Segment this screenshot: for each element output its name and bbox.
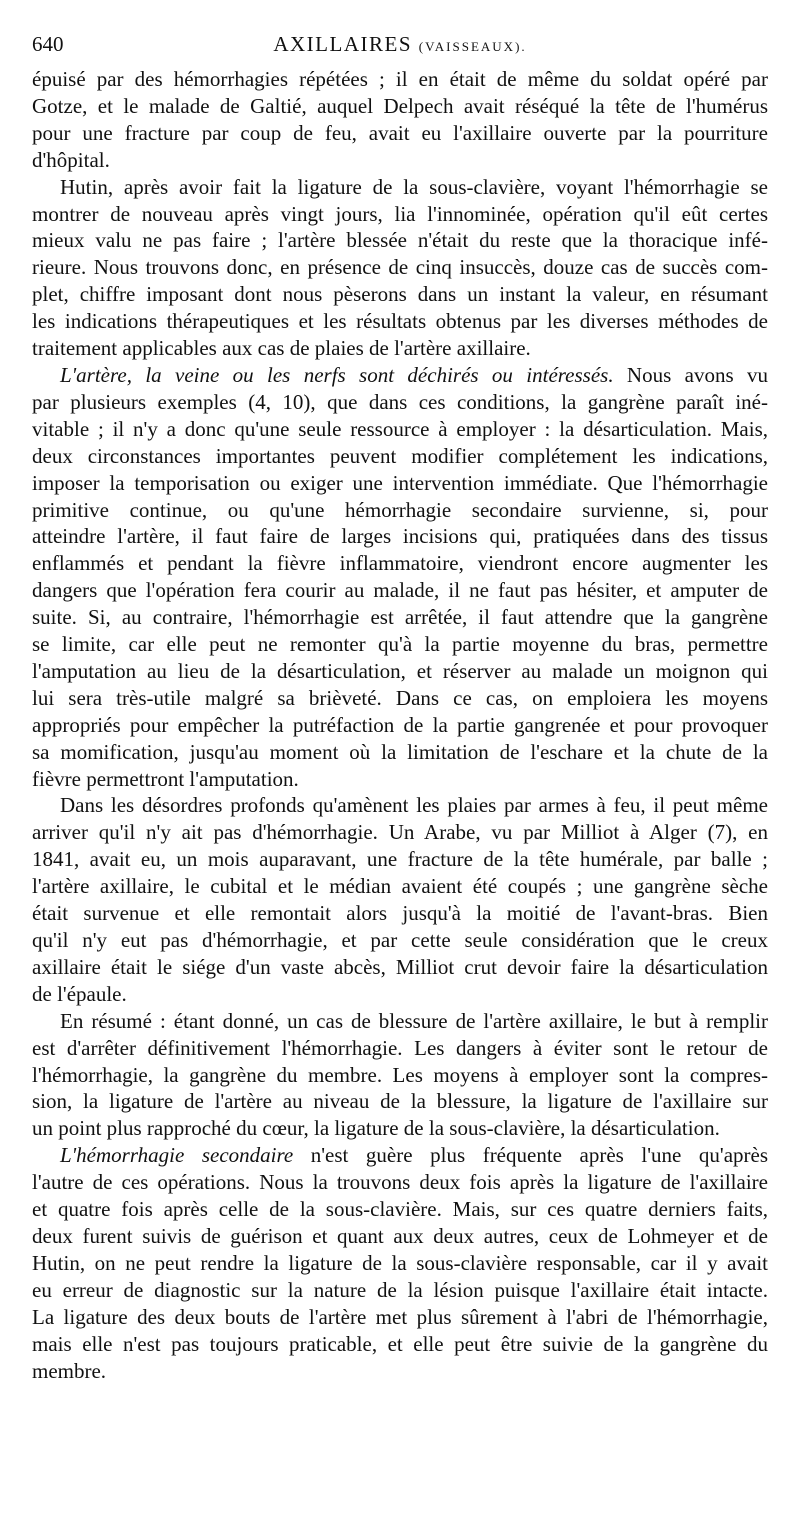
paragraph <box>32 1008 768 1143</box>
text-line: membre. <box>32 1358 107 1383</box>
page-number: 640 <box>32 32 64 56</box>
paragraph <box>32 66 768 174</box>
text-line: et quatre fois après celle de la sous-clavière. Mais, sur ces quatre derniers faits, <box>32 1197 768 1222</box>
text-line: les indications thérapeutiques et les résultats obtenus par les diverses méthodes de <box>32 309 768 334</box>
text-line: imposer la temporisation ou exiger une intervention immédiate. Que l'hémorrhagie <box>32 470 768 495</box>
running-title-main: AXILLAIRES <box>273 32 412 56</box>
text-line: épuisé par des hémorrhagies répétées ; il en était de même du soldat opéré par <box>32 67 768 91</box>
text-line: un point plus rapproché du cœur, la ligature de la sous-clavière, la désarticulation. <box>32 1116 720 1141</box>
italic-lead: L'artère, la veine ou les nerfs sont déchirés ou intéressés. <box>60 362 614 387</box>
page-header <box>32 30 768 58</box>
text-line: montrer de nouveau après vingt jours, lia l'innominée, opération qu'il eût certes <box>32 201 768 226</box>
text-line: fièvre permettront l'amputation. <box>32 766 299 791</box>
text-line: 1841, avait eu, un mois auparavant, une fracture de la tête humérale, par balle ; <box>32 847 768 872</box>
text-line: En résumé : étant donné, un cas de blessure de l'artère axillaire, le but à remplir <box>60 1008 768 1033</box>
running-title-sub: (VAISSEAUX). <box>418 39 527 54</box>
text-line: deux circonstances importantes peuvent modifier complétement les indications, <box>32 443 768 468</box>
body-text <box>32 66 768 1384</box>
text-line: plet, chiffre imposant dont nous pèserons dans un instant la valeur, en résumant <box>32 282 768 307</box>
text-line: était survenue et elle remontait alors jusqu'à la moitié de l'avant-bras. Bien <box>32 901 768 926</box>
text-line: Hutin, après avoir fait la ligature de la sous-clavière, voyant l'hémorrhagie se <box>60 174 768 199</box>
text-line <box>32 1142 768 1169</box>
paragraph <box>32 174 768 362</box>
text-line: Dans les désordres profonds qu'amènent les plaies par armes à feu, il peut même <box>60 793 768 818</box>
text-line: Hutin, on ne peut rendre la ligature de la sous-clavière responsable, car il y avait <box>32 1250 768 1275</box>
text-line: l'autre de ces opérations. Nous la trouvons deux fois après la ligature de l'axillaire <box>32 1170 768 1195</box>
text-line: suite. Si, au contraire, l'hémorrhagie est arrêtée, il faut attendre que la gangrène <box>32 605 768 630</box>
text-line: se limite, car elle peut ne remonter qu'à la partie moyenne du bras, permettre <box>32 632 768 657</box>
text-line: rieure. Nous trouvons donc, en présence de cinq insuccès, douze cas de succès com- <box>32 255 768 280</box>
lead-rest: Nous avons vu <box>613 362 768 387</box>
lead-rest: n'est guère plus fréquente après l'une qu'après <box>293 1143 768 1168</box>
text-line: l'amputation au lieu de la désarticulation, et réserver au malade un moignon qui <box>32 658 768 683</box>
text-line: sion, la ligature de l'artère au niveau de la blessure, la ligature de l'axillaire sur <box>32 1089 768 1114</box>
paragraph <box>32 792 768 1007</box>
italic-lead: L'hémorrhagie secondaire <box>60 1143 294 1168</box>
text-line: pour une fracture par coup de feu, avait eu l'axillaire ouverte par la pourriture <box>32 120 768 145</box>
text-line: enflammés et pendant la fièvre inflammatoire, viendront encore augmenter les <box>32 551 768 576</box>
text-line: axillaire était le siége d'un vaste abcès, Milliot crut devoir faire la désarticulation <box>32 954 768 979</box>
text-line: primitive continue, ou qu'une hémorrhagie secondaire survienne, si, pour <box>32 497 768 522</box>
text-line: mais elle n'est pas toujours praticable, et elle peut être suivie de la gangrène du <box>32 1331 768 1356</box>
text-line: l'hémorrhagie, la gangrène du membre. Les moyens à employer sont la compres- <box>32 1062 768 1087</box>
text-line: eu erreur de diagnostic sur la nature de la lésion puisque l'axillaire était intacte. <box>32 1277 768 1302</box>
text-line: d'hôpital. <box>32 147 110 172</box>
text-line: mieux valu ne pas faire ; l'artère blessée n'était du reste que la thoracique infé- <box>32 228 768 253</box>
text-line: dangers que l'opération fera courir au malade, il ne faut pas hésiter, et amputer de <box>32 578 768 603</box>
text-line: par plusieurs exemples (4, 10), que dans ces conditions, la gangrène paraît iné- <box>32 389 768 414</box>
text-line: qu'il n'y eut pas d'hémorrhagie, et par cette seule considération que le creux <box>32 928 768 952</box>
paragraph <box>32 1142 768 1384</box>
text-line: traitement applicables aux cas de plaies de l'artère axillaire. <box>32 336 531 361</box>
text-line <box>32 362 768 389</box>
text-line: sa momification, jusqu'au moment où la limitation de l'eschare et la chute de la <box>32 739 768 764</box>
text-line: atteindre l'artère, il faut faire de larges incisions qui, pratiquées dans des tissus <box>32 524 768 549</box>
text-line: vitable ; il n'y a donc qu'une seule ressource à employer : la désarticulation. Mais, <box>32 416 768 441</box>
text-line: La ligature des deux bouts de l'artère met plus sûrement à l'abri de l'hémorrhagie, <box>32 1304 768 1329</box>
text-line: Gotze, et le malade de Galtié, auquel Delpech avait réséqué la tête de l'humérus <box>32 93 768 118</box>
paragraph <box>32 362 768 793</box>
text-line: est d'arrêter définitivement l'hémorrhagie. Les dangers à éviter sont le retour de <box>32 1035 768 1060</box>
text-line: lui sera très-utile malgré sa brièveté. Dans ce cas, on emploiera les moyens <box>32 685 768 710</box>
text-line: de l'épaule. <box>32 981 127 1006</box>
text-line: appropriés pour empêcher la putréfaction de la partie gangrenée et pour provoquer <box>32 712 768 737</box>
running-title <box>32 30 768 61</box>
text-line: l'artère axillaire, le cubital et le médian avaient été coupés ; une gangrène sèche <box>32 874 768 899</box>
text-line: deux furent suivis de guérison et quant aux deux autres, ceux de Lohmeyer et de <box>32 1223 768 1248</box>
text-line: arriver qu'il n'y ait pas d'hémorrhagie. Un Arabe, vu par Milliot à Alger (7), en <box>32 820 768 845</box>
